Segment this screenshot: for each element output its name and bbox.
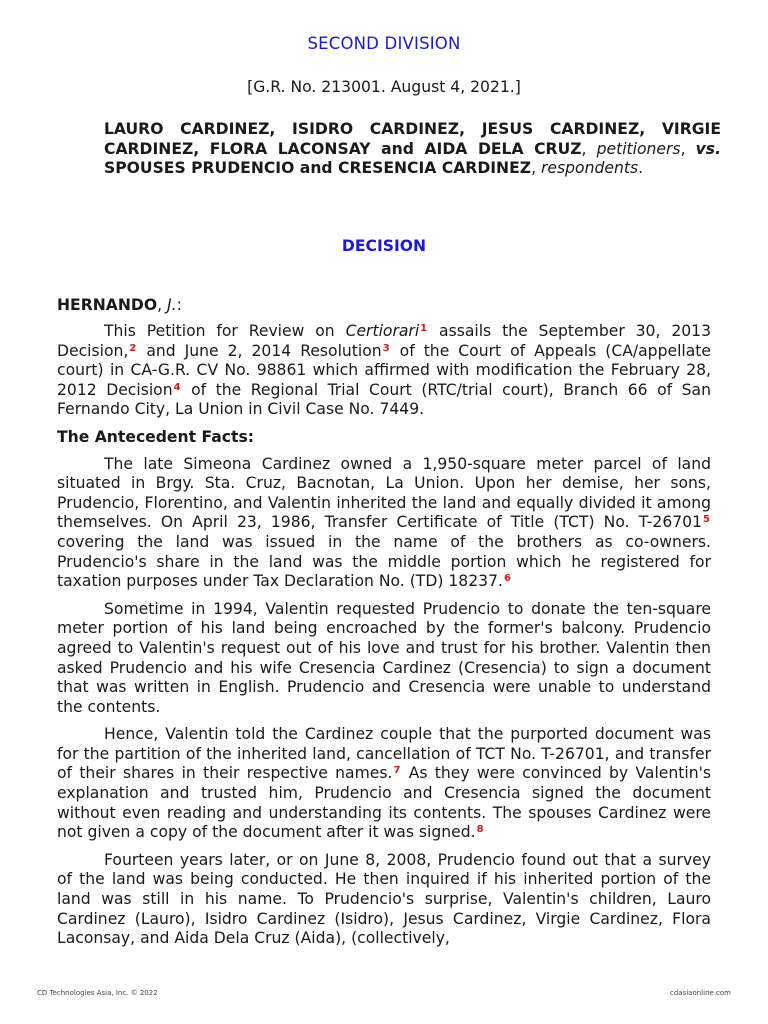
footnote-5-link[interactable]: 5 xyxy=(703,514,710,526)
case-parties: LAURO CARDINEZ, ISIDRO CARDINEZ, JESUS CARDINEZ, VIRGIE CARDINEZ, FLORA LACONSAY and AIDA DELA CRUZ, petitioners, vs. SPOUSES PRUDENCIO and CRESENCIA CARDINEZ, respondents. xyxy=(104,120,721,177)
text-run: Sometime in 1994, Valentin requested Prudencio to donate the ten-square meter portion of his land being encroached by the former's balcony. Prudencio agreed to Valentin's request out of his love and trust for his brother. Valentin then asked Prudencio and his wife Cresencia Cardinez (Cresencia) to sign a document that was written in English. Prudencio and Cresencia were unable to understand the contents. xyxy=(57,599,711,716)
paragraph-2 xyxy=(57,455,711,592)
text-run: The late Simeona Cardinez owned a 1,950-square meter parcel of land situated in Brgy. Sta. Cruz, Bacnotan, La Union. Upon her demise, her sons, Prudencio, Florentino, and Valentin inherited the land and equally divided it among themselves. On April 23, 1986, Transfer Certificate of Title (TCT) No. T-26701 xyxy=(57,454,711,532)
paragraph-3 xyxy=(57,600,711,718)
text-run: assails the September 30, 2013 Decision, xyxy=(57,322,711,360)
case-number: [G.R. No. 213001. August 4, 2021.] xyxy=(247,78,521,96)
footnote-7-link[interactable]: 7 xyxy=(393,765,401,777)
text-run: Fourteen years later, or on June 8, 2008, Prudencio found out that a survey of the land was being conducted. He then inquired if his inherited portion of the land was still in his name. To Prudencio's surprise, Valentin's children, Lauro Cardinez (Lauro), Isidro Cardinez (Isidro), Jesus Cardinez, Virgie Cardinez, Flora Laconsay, and Aida Dela Cruz (Aida), (collectively, xyxy=(57,850,711,948)
paragraph-5 xyxy=(57,851,711,949)
text-run: and June 2, 2014 Resolution xyxy=(137,341,382,360)
ponente-name: HERNANDO xyxy=(57,296,158,314)
decision-body xyxy=(57,322,711,957)
footer-site-link[interactable]: cdasiaonline.com xyxy=(670,989,731,997)
paragraph-4 xyxy=(57,725,711,843)
versus-label: vs. xyxy=(695,139,721,158)
footnote-6-link[interactable]: 6 xyxy=(503,573,511,585)
text-run: Hence, Valentin told the Cardinez couple that the purported document was for the partition of the inherited land, cancellation of TCT No. T-26701, and transfer of their shares in their respective names. xyxy=(57,725,711,783)
petitioners-label: petitioners xyxy=(596,139,681,158)
respondents-names: SPOUSES PRUDENCIO and CRESENCIA CARDINEZ xyxy=(104,159,532,177)
respondents-label: respondents xyxy=(541,159,639,177)
decision-title: DECISION xyxy=(341,237,427,255)
footnote-8-link[interactable]: 8 xyxy=(476,824,484,836)
footnote-3-link[interactable]: 3 xyxy=(382,342,390,354)
footnote-1-link[interactable]: 1 xyxy=(420,323,428,334)
petitioners-names: LAURO CARDINEZ, ISIDRO CARDINEZ, JESUS CARDINEZ, VIRGIE CARDINEZ, FLORA LACONSAY and AIDA DELA CRUZ xyxy=(104,120,721,158)
footer-copyright: CD Technologies Asia, Inc. © 2022 xyxy=(37,989,158,997)
section-heading: The Antecedent Facts: xyxy=(57,427,254,446)
text-run-italic: Certiorari xyxy=(345,322,420,340)
text-run: As they were convinced by Valentin's explanation and trusted him, Prudencio and Cresencia signed the document without even reading and understanding its contents. The spouses Cardinez were not given a copy of the document after it was signed. xyxy=(57,764,711,842)
text-run: This Petition for Review on xyxy=(104,322,346,340)
footnote-2-link[interactable]: 2 xyxy=(129,342,137,354)
footnote-4-link[interactable]: 4 xyxy=(173,381,181,393)
ponente-line: HERNANDO, J.: xyxy=(57,296,182,314)
division-heading: SECOND DIVISION xyxy=(307,34,461,53)
text-run: of the Regional Trial Court (RTC/trial court), Branch 66 of San Fernando City, La Union in Civil Case No. 7449. xyxy=(57,380,712,419)
text-run: covering the land was issued in the name of the brothers as co-owners. Prudencio's share in the land was the middle portion which he registered for taxation purposes under Tax Declaration No. (TD) 18237. xyxy=(57,532,711,591)
ponente-title: J. xyxy=(167,296,177,314)
text-run: of the Court of Appeals (CA/appellate court) in CA-G.R. CV No. 98861 which affirmed with modification the February 28, 2012 Decision xyxy=(57,341,711,399)
paragraph-1 xyxy=(57,322,711,420)
